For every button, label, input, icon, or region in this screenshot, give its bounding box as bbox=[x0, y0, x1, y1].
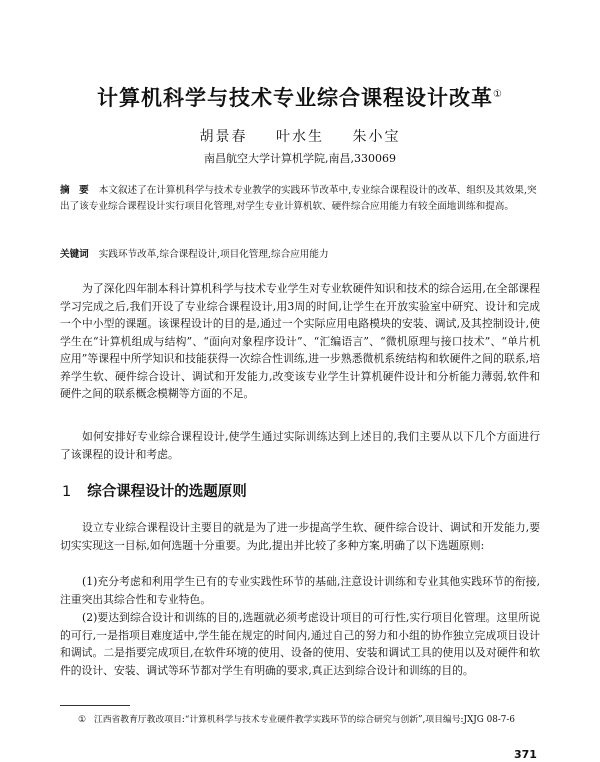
keywords bbox=[60, 246, 538, 260]
body-paragraph-intro: 为了深化四年制本科计算机科学与技术专业学生对专业软硬件知识和技术的综合运用,在全部课程学习完成之后,我们开设了专业综合课程设计,用3周的时间,让学生在开放实验室中研究、设计和完成一个中小型的课题。该课程设计的目的是,通过一个实际应用电路模块的安装、调试,及其控制设计,使学生在“计算机组成与结构”、“面向对象程序设计”、“汇编语言”、“微机原理与接口技术”、“单片机应用”等课程中所学知识和技能获得一次综合性训练,进一步熟悉微机系统结构和软硬件之间的联系,培养学生软、硬件综合设计、调试和开发能力,改变该专业学生计算机硬件设计和分析能力薄弱,软件和硬件之间的联系概念模糊等方面的不足。 bbox=[60, 282, 540, 400]
section-title: 综合课程设计的选题原则 bbox=[87, 484, 247, 500]
author-name: 朱小宝 bbox=[352, 129, 401, 145]
author-list bbox=[0, 126, 600, 146]
author-name: 叶水生 bbox=[276, 129, 324, 145]
title-footnote-marker: ① bbox=[493, 89, 503, 100]
keywords-text: 实践环节改革,综合课程设计,项目化管理,综合应用能力 bbox=[98, 249, 329, 260]
section-heading bbox=[62, 480, 247, 501]
keywords-label: 关键词 bbox=[60, 249, 89, 260]
abstract-text: 本文叙述了在计算机科学与技术专业教学的实践环节改革中,专业综合课程设计的改革、组织及其效果,突出了该专业综合课程设计实行项目化管理,对学生专业计算机软、硬件综合应用能力有较全面地训练和提高。 bbox=[60, 185, 537, 212]
paper-title bbox=[40, 82, 560, 112]
footnote bbox=[60, 713, 540, 728]
body-paragraph-principle-2: (2)要达到综合设计和训练的目的,选题就必须考虑设计项目的可行性,实行项目化管理。这里所说的可行,一是指项目难度适中,学生能在规定的时间内,通过自己的努力和小组的协作独立完成项目设计和调试。二是指要完成项目,在软件环境的使用、设备的使用、安装和调试工具的使用以及对硬件和软件的设计、安装、调试等环节都对学生有明确的要求,真正达到综合设计和训练的目的。 bbox=[60, 611, 540, 677]
section-number: 1 bbox=[62, 484, 72, 500]
author-name: 胡景春 bbox=[199, 129, 248, 145]
body-paragraph-approach: 如何安排好专业综合课程设计,使学生通过实际训练达到上述目的,我们主要从以下几个方面进行了该课程的设计和考虑。 bbox=[60, 430, 540, 461]
footnote-divider bbox=[60, 705, 130, 706]
paper-title-text: 计算机科学与技术专业综合课程设计改革 bbox=[97, 86, 494, 110]
author-affiliation: 南昌航空大学计算机学院,南昌,330069 bbox=[204, 152, 396, 165]
body-paragraph-principle-1: (1)充分考虑和利用学生已有的专业实践性环节的基础,注意设计训练和专业其他实践环节的衔接,注重突出其综合性和专业特色。 bbox=[60, 575, 540, 606]
footnote-text: 江西省教育厅教改项目:“计算机科学与技术专业硬件教学实践环节的综合研究与创新”,项目编号:JXJG 08-7-6 bbox=[93, 715, 515, 725]
footnote-marker: ① bbox=[78, 715, 86, 725]
abstract-label: 摘 要 bbox=[60, 185, 89, 196]
page-number: 371 bbox=[514, 748, 537, 761]
abstract bbox=[60, 183, 538, 215]
body-paragraph-selection: 设立专业综合课程设计主要目的就是为了进一步提高学生软、硬件综合设计、调试和开发能力,要切实实现这一目标,如何选题十分重要。为此,提出并比较了多种方案,明确了以下选题原则: bbox=[60, 521, 540, 552]
